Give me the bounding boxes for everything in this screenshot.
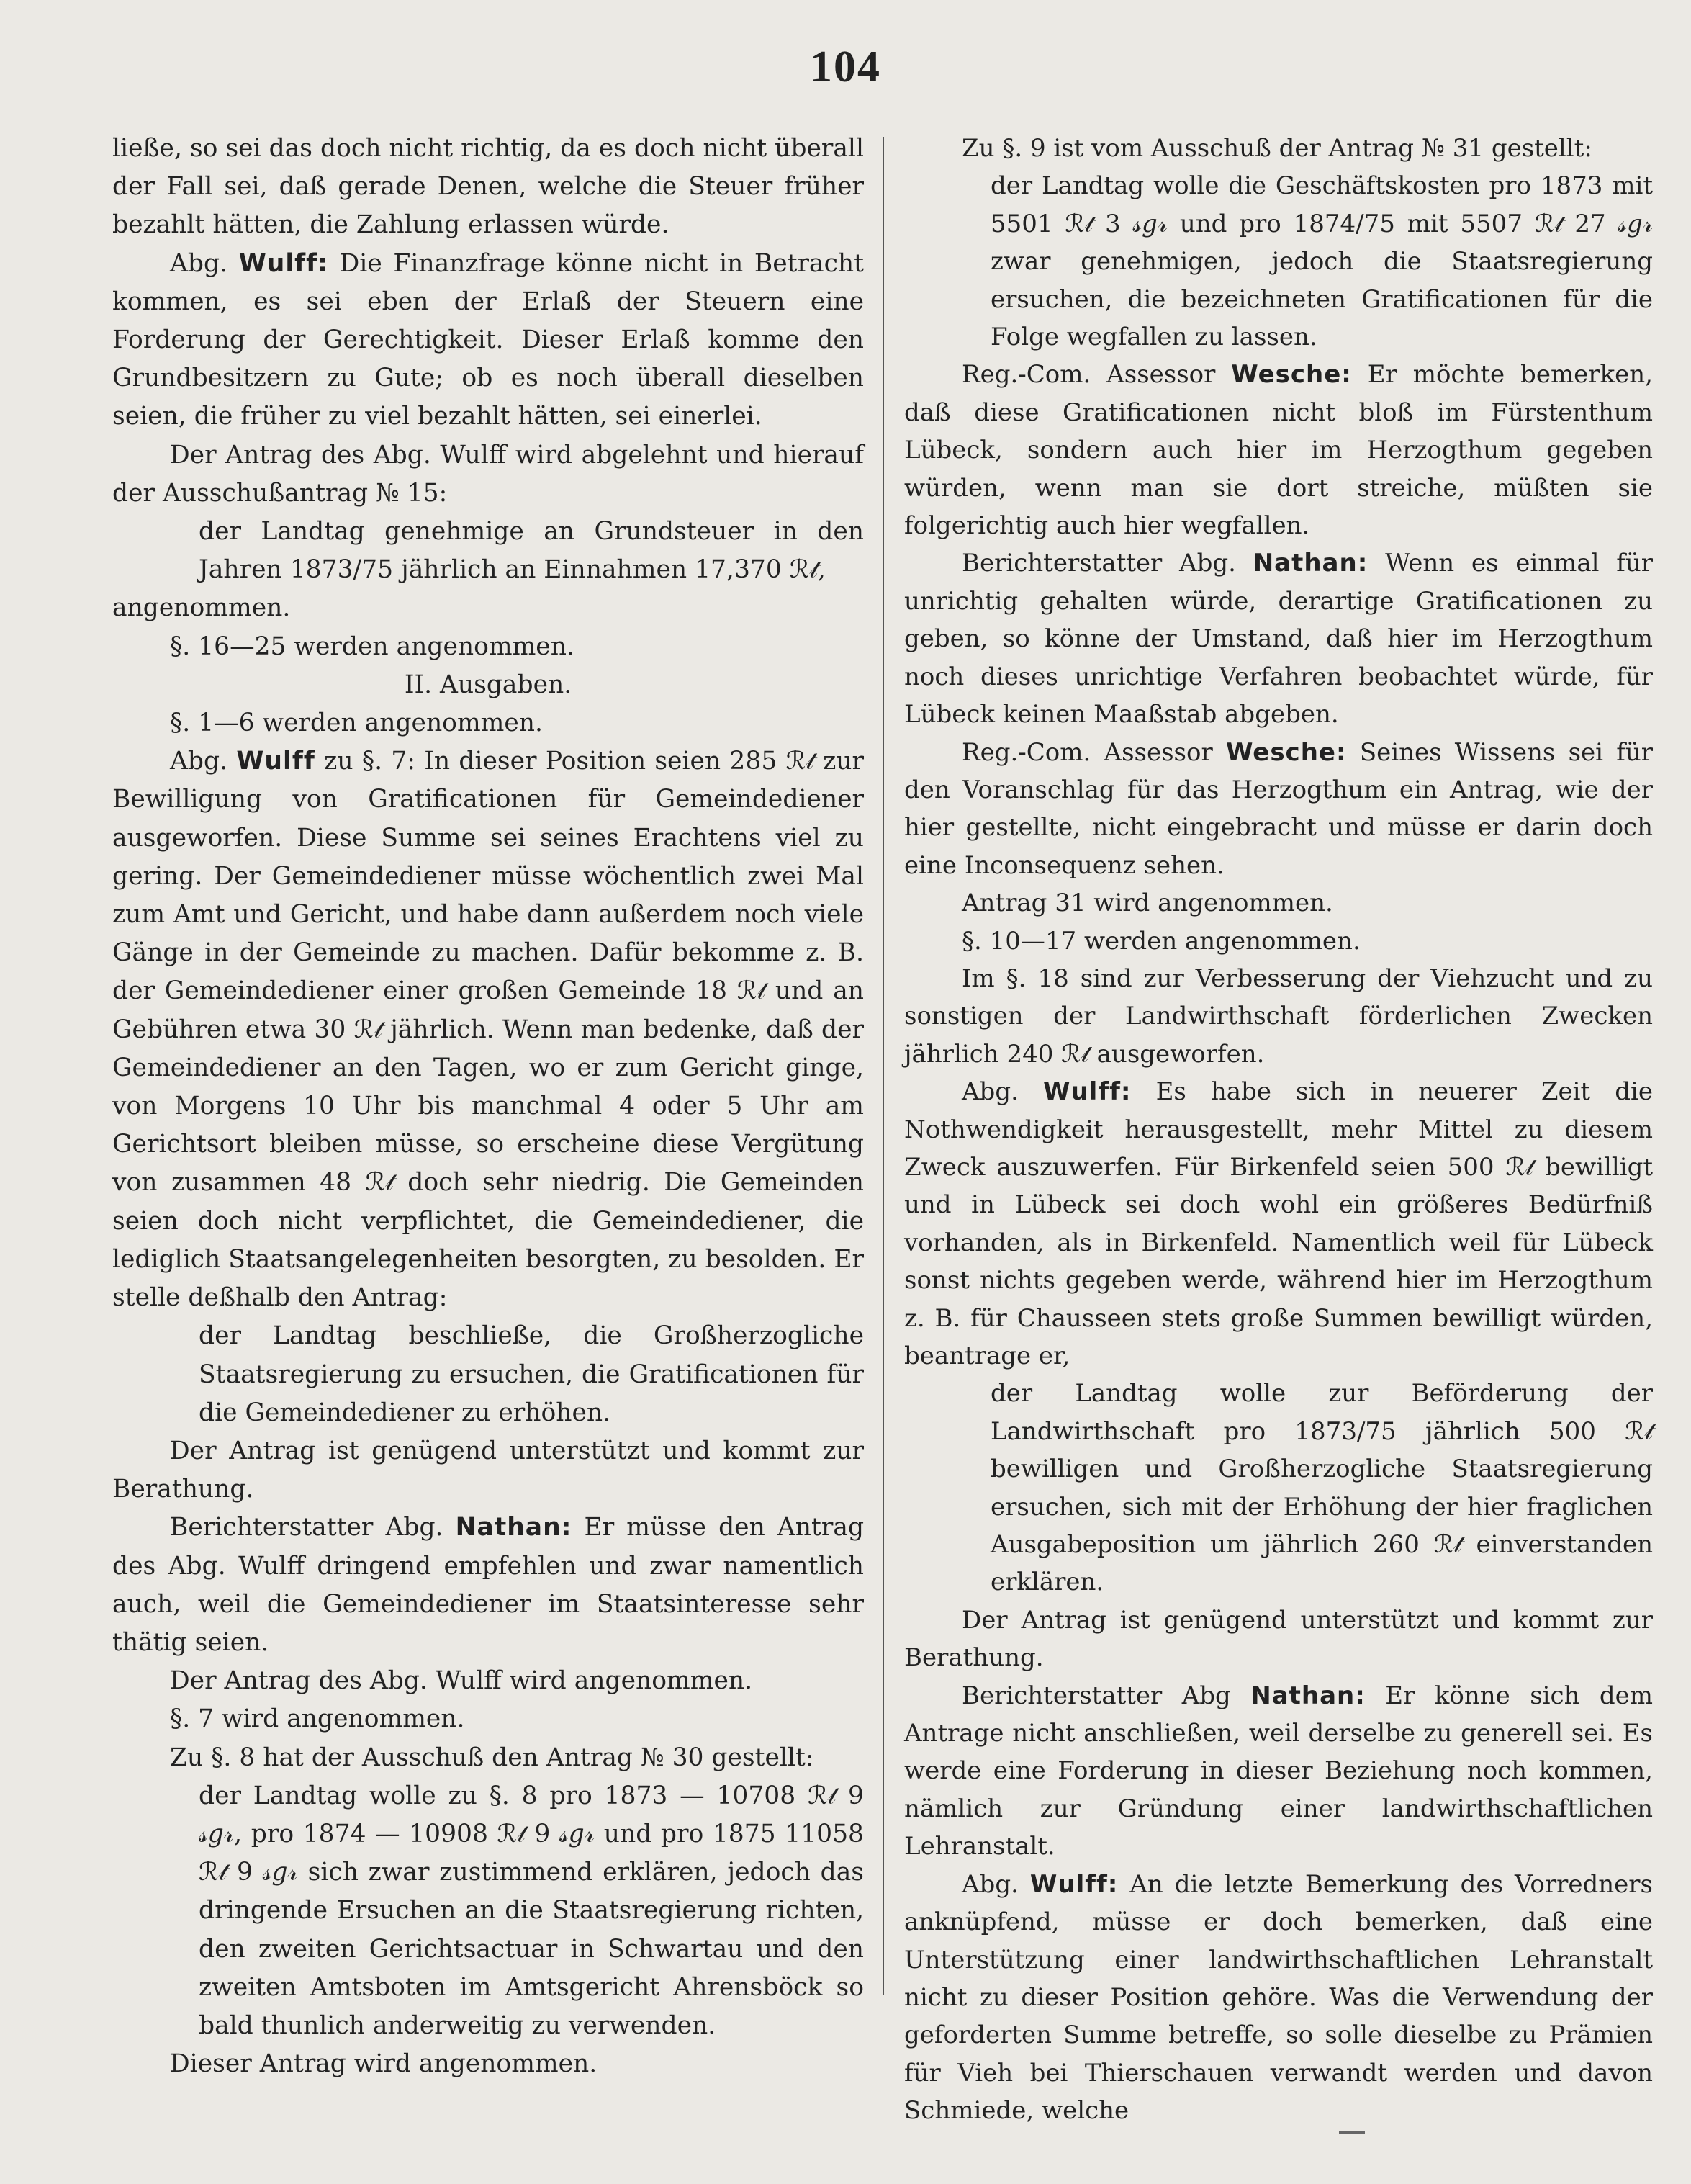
footer-dash [1339,2131,1365,2134]
speaker-name: Wulff: [238,248,328,278]
speech-paragraph [904,1677,1653,1866]
paragraph: §. 16—25 werden angenommen. [170,632,574,661]
paragraph: Zu §. 9 ist vom Ausschuß der Antrag № 31 gestellt: [962,134,1592,163]
speech-text: Er möchte bemerken, daß diese Gratificationen nicht bloß im Fürstenthum Lübeck, sondern auch hier im Herzogthum gegeben würden, wenn man sie dort streiche, müßten sie folgerichtig auch hier wegfallen. [904,360,1653,541]
paragraph: Der Antrag ist genügend unterstützt und kommt zur Berathung. [112,1436,864,1504]
motion-quote: der Landtag genehmige an Grundsteuer in den Jahren 1873/75 jährlich an Einnahmen 17,370 ℛ𝓉, [199,517,864,585]
speech-paragraph [904,356,1653,544]
paragraph: Antrag 31 wird angenommen. [962,889,1333,918]
paragraph: Dieser Antrag wird angenommen. [170,2049,598,2079]
paragraph: Der Antrag ist genügend unterstützt und kommt zur Berathung. [904,1605,1653,1673]
speaker-name: Nathan: [455,1513,572,1542]
paragraph: ließe, so sei das doch nicht richtig, da es doch nicht überall der Fall sei, daß gerade Denen, welche die Steuer früher bezahlt hätten, die Zahlung erlassen würde. [112,134,864,240]
speech-text: Er könne sich dem Antrage nicht anschließen, weil derselbe zu generell sei. Es werde eine Forderung in dieser Beziehung noch kommen, nämlich zur Gründung einer landwirthschaftlichen Lehranstalt. [904,1681,1654,1861]
speech-paragraph [904,544,1653,733]
column-divider [883,137,884,1995]
motion-quote: der Landtag beschließe, die Großherzogliche Staatsregierung zu ersuchen, die Gratificationen für die Gemeindediener zu erhöhen. [199,1321,864,1427]
speaker-title: Reg.-Com. Assessor [962,737,1213,767]
speaker-title: Abg. [170,747,228,776]
paragraph: §. 10—17 werden angenommen. [962,926,1361,956]
speech-paragraph [904,1073,1653,1375]
speaker-title: Abg. [962,1869,1019,1899]
speech-text: Seines Wissens sei für den Voranschlag für das Herzogthum ein Antrag, wie der hier gestellte, nicht eingebracht und müsse er darin doch eine Inconsequenz sehen. [904,737,1654,880]
paragraph: §. 7 wird angenommen. [170,1704,465,1734]
speech-paragraph [904,1866,1653,2130]
speaker-title: Abg. [962,1077,1019,1107]
speech-text: Wenn es einmal für unrichtig gehalten würde, derartige Gratificationen zu geben, so könne der Umstand, daß hier im Herzogthum noch dieses unrichtige Verfahren beobachtet würde, für Lübeck keinen Maaßstab abgeben. [904,549,1654,729]
speaker-title: Abg. [170,248,228,278]
speaker-name: Nathan: [1253,549,1368,578]
speech-paragraph [112,1509,864,1662]
page-number: 104 [810,42,881,91]
paragraph: Der Antrag des Abg. Wulff wird angenommen. [170,1666,753,1696]
speaker-name: Wesche: [1231,360,1352,390]
speech-text: zu §. 7: In dieser Position seien 285 ℛ𝓉 zur Bewilligung von Gratificationen für Gemeindediener ausgeworfen. Diese Summe sei seines Erachtens viel zu gering. Der Gemeindediener müsse wöchentlich zwei Mal zum Amt und Gericht, und habe dann außerdem noch viele Gänge in der Gemeinde zu machen. Dafür bekomme z. B. der Gemeindediener einer großen Gemeinde 18 ℛ𝓉 und an Gebühren etwa 30 ℛ𝓉 jährlich. Wenn man bedenke, daß der Gemeindediener an den Tagen, wo er zum Gericht ginge, von Morgens 10 Uhr bis manchmal 4 oder 5 Uhr am Gerichtsort bleiben müsse, so erscheine diese Vergütung von zusammen 48 ℛ𝓉 doch sehr niedrig. Die Gemeinden seien doch nicht verpflichtet, die Gemeindediener, die lediglich Staatsangelegenheiten besorgten, zu besolden. Er stelle deßhalb den Antrag: [112,747,865,1313]
speaker-title: Berichterstatter Abg. [962,549,1236,578]
speech-paragraph [904,734,1653,885]
speaker-title: Berichterstatter Abg [962,1681,1231,1710]
speaker-name: Wesche: [1225,737,1347,767]
speech-paragraph [112,245,864,436]
speech-text: Es habe sich in neuerer Zeit die Nothwendigkeit herausgestellt, mehr Mittel zu diesem Zweck auszuwerfen. Für Birkenfeld seien 500 ℛ𝓉 bewilligt und in Lübeck sei doch wohl ein größeres Bedürfniß vorhanden, als in Birkenfeld. Namentlich weil für Lübeck sonst nichts gegeben werde, während hier im Herzogthum z. B. für Chausseen stets große Summen bewilligt würden, beantrage er, [904,1077,1653,1370]
section-heading: II. Ausgaben. [404,670,572,699]
speech-paragraph [112,742,864,1317]
speaker-name: Wulff: [1029,1869,1119,1899]
speaker-title: Reg.-Com. Assessor [962,360,1216,390]
speaker-name: Wulff [236,747,315,776]
paragraph: Der Antrag des Abg. Wulff wird abgelehnt und hierauf der Ausschußantrag № 15: [112,440,864,508]
paragraph: §. 1—6 werden angenommen. [170,709,543,738]
left-column [112,130,864,2083]
speech-text: Er müsse den Antrag des Abg. Wulff dringend empfehlen und zwar namentlich auch, weil die Gemeindediener im Staatsinteresse sehr thätig seien. [112,1513,865,1657]
right-column [904,130,1653,2130]
speaker-name: Wulff: [1042,1077,1132,1107]
speaker-title: Berichterstatter Abg. [170,1513,443,1542]
motion-quote: der Landtag wolle zur Beförderung der Landwirthschaft pro 1873/75 jährlich 500 ℛ𝓉 bewilligen und Großherzogliche Staatsregierung ersuchen, sich mit der Erhöhung der hier fraglichen Ausgabeposition um jährlich 260 ℛ𝓉 einverstanden erklären. [991,1379,1653,1597]
speech-text: An die letzte Bemerkung des Vorredners anknüpfend, müsse er doch bemerken, daß eine Unterstützung einer landwirthschaftlichen Lehranstalt nicht zu dieser Position gehöre. Was die Verwendung der geforderten Summe betreffe, so solle dieselbe zu Prämien für Vieh bei Thierschauen verwandt werden und davon Schmiede, welche [904,1869,1653,2126]
motion-quote: der Landtag wolle die Geschäftskosten pro 1873 mit 5501 ℛ𝓉 3 𝓈𝑔𝓇 und pro 1874/75 mit 5507 ℛ𝓉 27 𝓈𝑔𝓇 zwar genehmigen, jedoch die Staatsregierung ersuchen, die bezeichneten Gratificationen für die Folge wegfallen zu lassen. [991,171,1653,352]
speaker-name: Nathan: [1250,1681,1366,1710]
motion-quote: der Landtag wolle zu §. 8 pro 1873 — 10708 ℛ𝓉 9 𝓈𝑔𝓇, pro 1874 — 10908 ℛ𝓉 9 𝓈𝑔𝓇 und pro 1875 11058 ℛ𝓉 9 𝓈𝑔𝓇 sich zwar zustimmend erklären, jedoch das dringende Ersuchen an die Staatsregierung richten, den zweiten Gerichtsactuar in Schwartau und den zweiten Amtsboten im Amtsgericht Ahrensböck so bald thunlich anderweitig zu verwenden. [199,1781,864,2040]
paragraph: Zu §. 8 hat der Ausschuß den Antrag № 30 gestellt: [170,1743,814,1772]
paragraph: Im §. 18 sind zur Verbesserung der Viehzucht und zu sonstigen der Landwirthschaft förderlichen Zwecken jährlich 240 ℛ𝓉 ausgeworfen. [904,963,1653,1069]
paragraph: angenommen. [112,593,291,623]
speech-text: Die Finanzfrage könne nicht in Betracht kommen, es sei eben der Erlaß der Steuern eine Forderung der Gerechtigkeit. Dieser Erlaß komme den Grundbesitzern zu Gute; ob es noch überall dieselben seien, die früher zu viel bezahlt hätten, sei einerlei. [112,248,865,431]
